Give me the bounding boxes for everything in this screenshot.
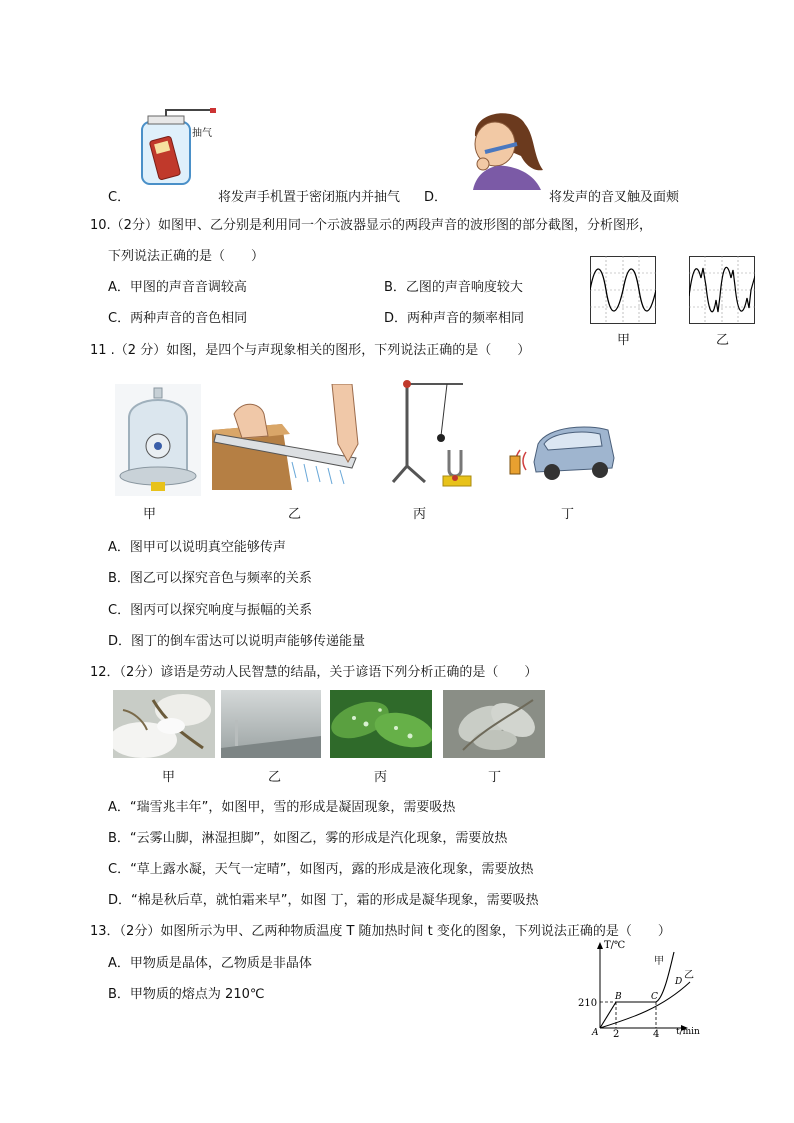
option-c-text: 将发声手机置于密闭瓶内并抽气 [218,190,401,205]
option-d-text: 将发声的音叉触及面颊 [549,190,680,205]
temperature-time-graph [572,938,722,1038]
tuning-fork-face-figure [455,106,550,192]
graph-y-tick-210: 210 [578,998,598,1009]
pendulum-tuning-fork-figure [385,374,480,490]
q10-fig-label-yi: 乙 [716,333,730,348]
q11-fig-label-jia: 甲 [143,507,157,522]
graph-x-label: t/min [676,1027,700,1037]
q11-option-c: C．图丙可以探究响度与振幅的关系 [108,603,313,618]
q12-option-d: D．“棉是秋后草，就怕霜来早”，如图 丁，霜的形成是凝华现象，需要吸热 [108,893,539,908]
graph-y-label: T/℃ [604,940,626,951]
graph-point-d: D [675,977,683,987]
q12-option-c: C．“草上露水凝，天气一定晴”，如图丙，露的形成是液化现象，需要放热 [108,862,534,877]
bell-jar-figure [115,384,201,496]
option-c-label: C． [108,190,131,205]
graph-x-tick-2: 2 [613,1029,620,1038]
q10-option-a: A．甲图的声音音调较高 [108,280,247,295]
q12-fig-label-yi: 乙 [268,770,282,785]
q11-option-b: B．图乙可以探究音色与频率的关系 [108,571,312,586]
q12-option-a: A．“瑞雪兆丰年”，如图甲，雪的形成是凝固现象，需要吸热 [108,800,456,815]
frost-photo [443,690,545,758]
reversing-radar-car-figure [508,418,618,482]
ruler-on-table-figure [212,384,362,490]
graph-series-yi: 乙 [684,970,694,981]
q12-fig-label-jia: 甲 [162,770,176,785]
q12-stem: 12．（2分）谚语是劳动人民智慧的结晶，关于谚语下列分析正确的是（ ） [90,665,538,680]
q10-option-c: C．两种声音的音色相同 [108,311,248,326]
q12-option-b: B．“云雾山脚，淋湿担脚”，如图乙，雾的形成是汽化现象，需要放热 [108,831,508,846]
q13-stem: 13．（2分）如图所示为甲、乙两种物质温度 T 随加热时间 t 变化的图象，下列说法正确的是（ ） [90,924,671,939]
q10-fig-label-jia: 甲 [617,333,631,348]
q12-fig-label-bing: 丙 [374,770,388,785]
graph-y-arrow [597,942,603,949]
graph-point-c: C [651,992,658,1002]
pump-label: 抽气 [192,128,212,139]
dew-photo [330,690,432,758]
option-d-label: D． [424,190,448,205]
sealed-bottle-phone-figure [130,108,225,188]
q13-option-b: B．甲物质的熔点为 210℃ [108,987,265,1002]
q12-fig-label-ding: 丁 [488,770,502,785]
snow-photo [113,690,215,758]
q13-option-a: A．甲物质是晶体，乙物质是非晶体 [108,956,312,971]
waveform-yi-figure [689,256,755,324]
graph-x-tick-4: 4 [653,1029,660,1038]
q11-option-a: A．图甲可以说明真空能够传声 [108,540,286,555]
q11-stem: 11 .（2 分）如图，是四个与声现象相关的图形，下列说法正确的是（ ） [90,343,531,358]
graph-point-b: B [615,992,622,1002]
q10-option-b: B．乙图的声音响度较大 [384,280,523,295]
q10-option-d: D．两种声音的频率相同 [384,311,525,326]
q11-fig-label-bing: 丙 [413,507,427,522]
graph-curve-yi [600,982,690,1028]
fog-photo [221,690,321,758]
q11-option-d: D．图丁的倒车雷达可以说明声能够传递能量 [108,634,366,649]
graph-point-a: A [592,1028,599,1038]
q10-stem-line1: 10.（2分）如图甲、乙分别是利用同一个示波器显示的两段声音的波形图的部分截图，分析图形， [90,218,652,233]
graph-series-jia: 甲 [654,956,664,967]
q10-stem-line2: 下列说法正确的是（ ） [108,249,265,264]
q11-fig-label-yi: 乙 [288,507,302,522]
q11-fig-label-ding: 丁 [561,507,575,522]
waveform-jia-figure [590,256,656,324]
